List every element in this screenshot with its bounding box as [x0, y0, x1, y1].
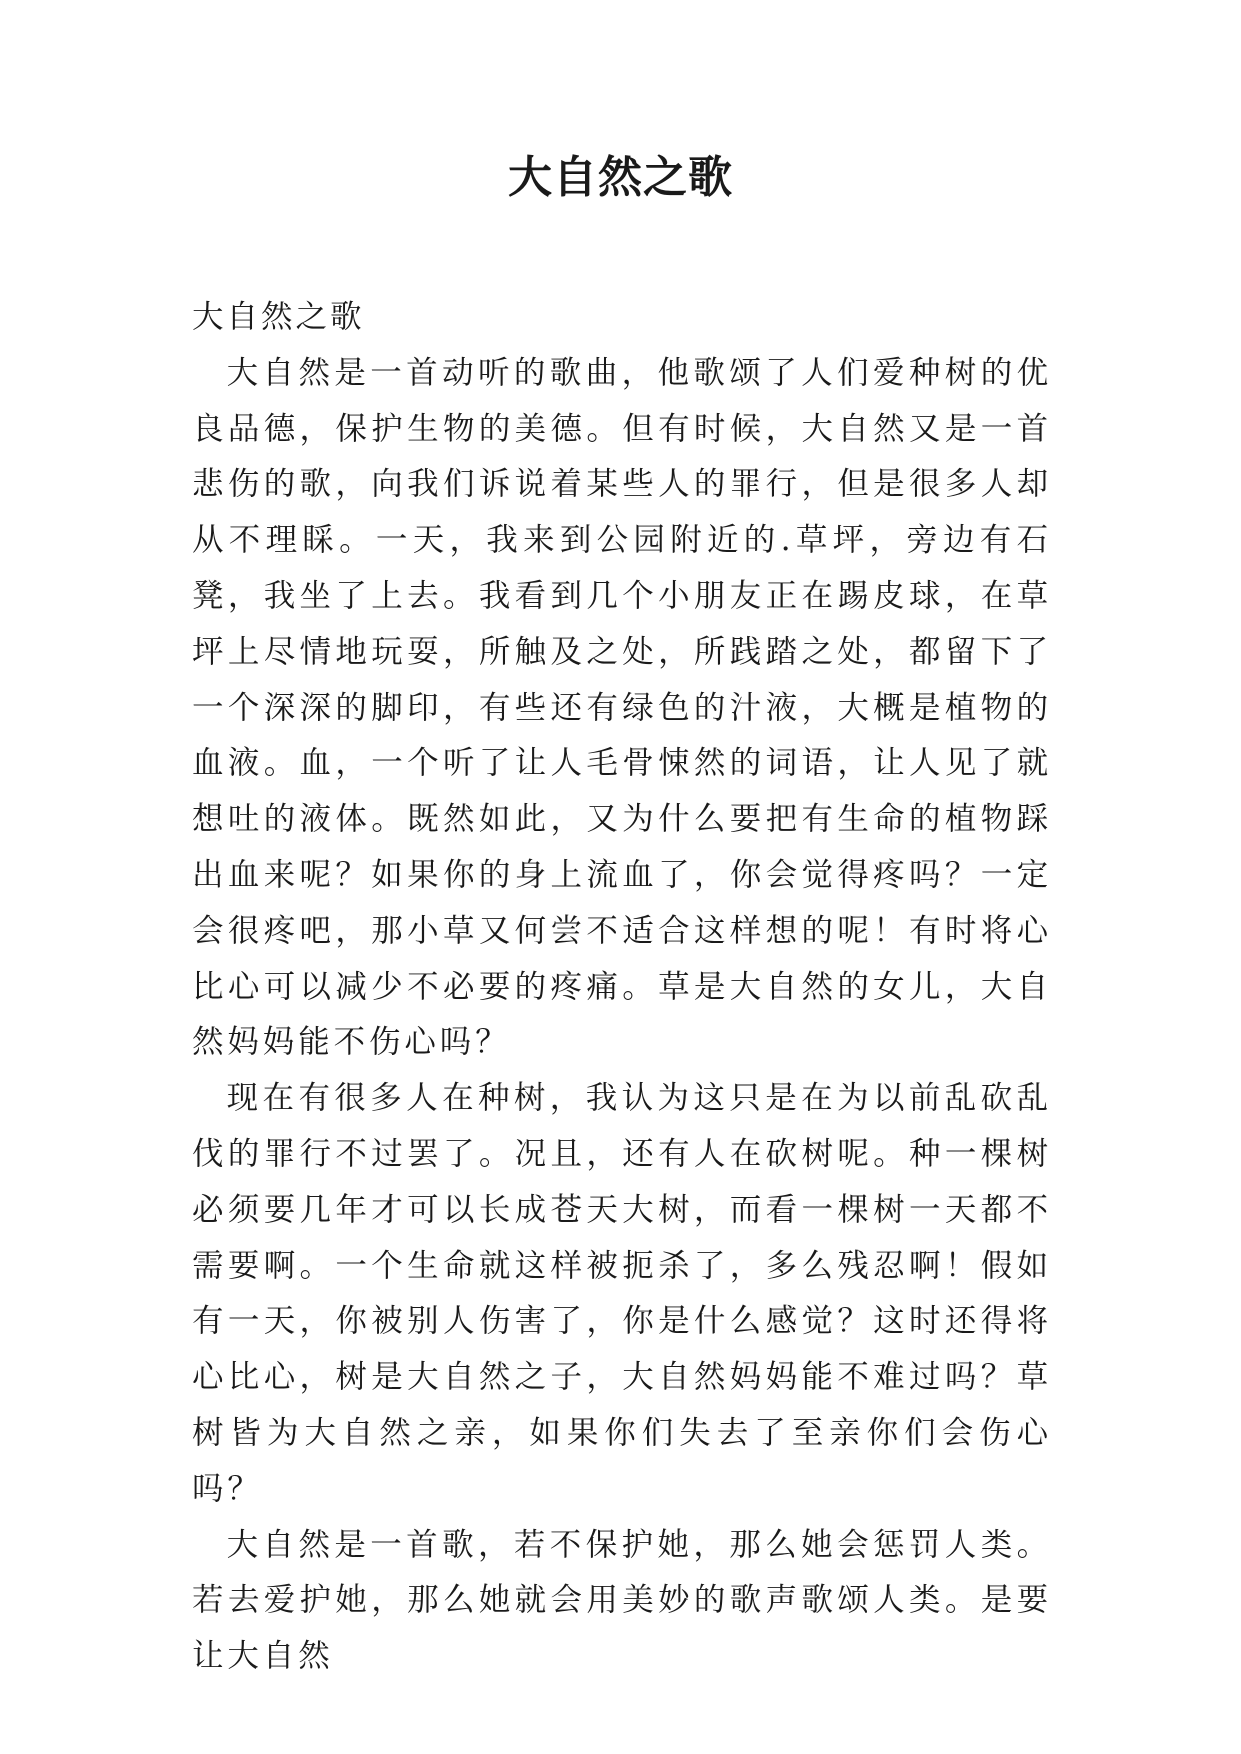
document-title: 大自然之歌	[508, 152, 733, 203]
body-paragraph-3: 大自然是一首歌，若不保护她，那么她会惩罚人类。若去爱护她，那么她就会用美妙的歌声歌颂人类。是要让大自然	[192, 1526, 1052, 1675]
body-paragraph-2: 现在有很多人在种树，我认为这只是在为以前乱砍乱伐的罪行不过罢了。况且，还有人在砍树呢。种一棵树必须要几年才可以长成苍天大树，而看一棵树一天都不需要啊。一个生命就这样被扼杀了，多么残忍啊！假如有一天，你被别人伤害了，你是什么感觉？这时还得将心比心，树是大自然之子，大自然妈妈能不难过吗？草树皆为大自然之亲，如果你们失去了至亲你们会伤心吗？	[192, 1080, 1052, 1507]
body-paragraph-1: 大自然是一首动听的歌曲，他歌颂了人们爱种树的优良品德，保护生物的美德。但有时候，大自然又是一首悲伤的歌，向我们诉说着某些人的罪行，但是很多人却从不理睬。一天，我来到公园附近的.草坪，旁边有石凳，我坐了上去。我看到几个小朋友正在踢皮球，在草坪上尽情地玩耍，所触及之处，所践踏之处，都留下了一个深深的脚印，有些还有绿色的汁液，大概是植物的血液。血，一个听了让人毛骨悚然的词语，让人见了就想吐的液体。既然如此，又为什么要把有生命的植物踩出血来呢？如果你的身上流血了，你会觉得疼吗？一定会很疼吧，那小草又何尝不适合这样想的呢！有时将心比心可以减少不必要的疼痛。草是大自然的女儿，大自然妈妈能不伤心吗？	[192, 354, 1052, 1061]
document-subtitle: 大自然之歌	[192, 299, 365, 335]
document-body	[192, 290, 1052, 1685]
